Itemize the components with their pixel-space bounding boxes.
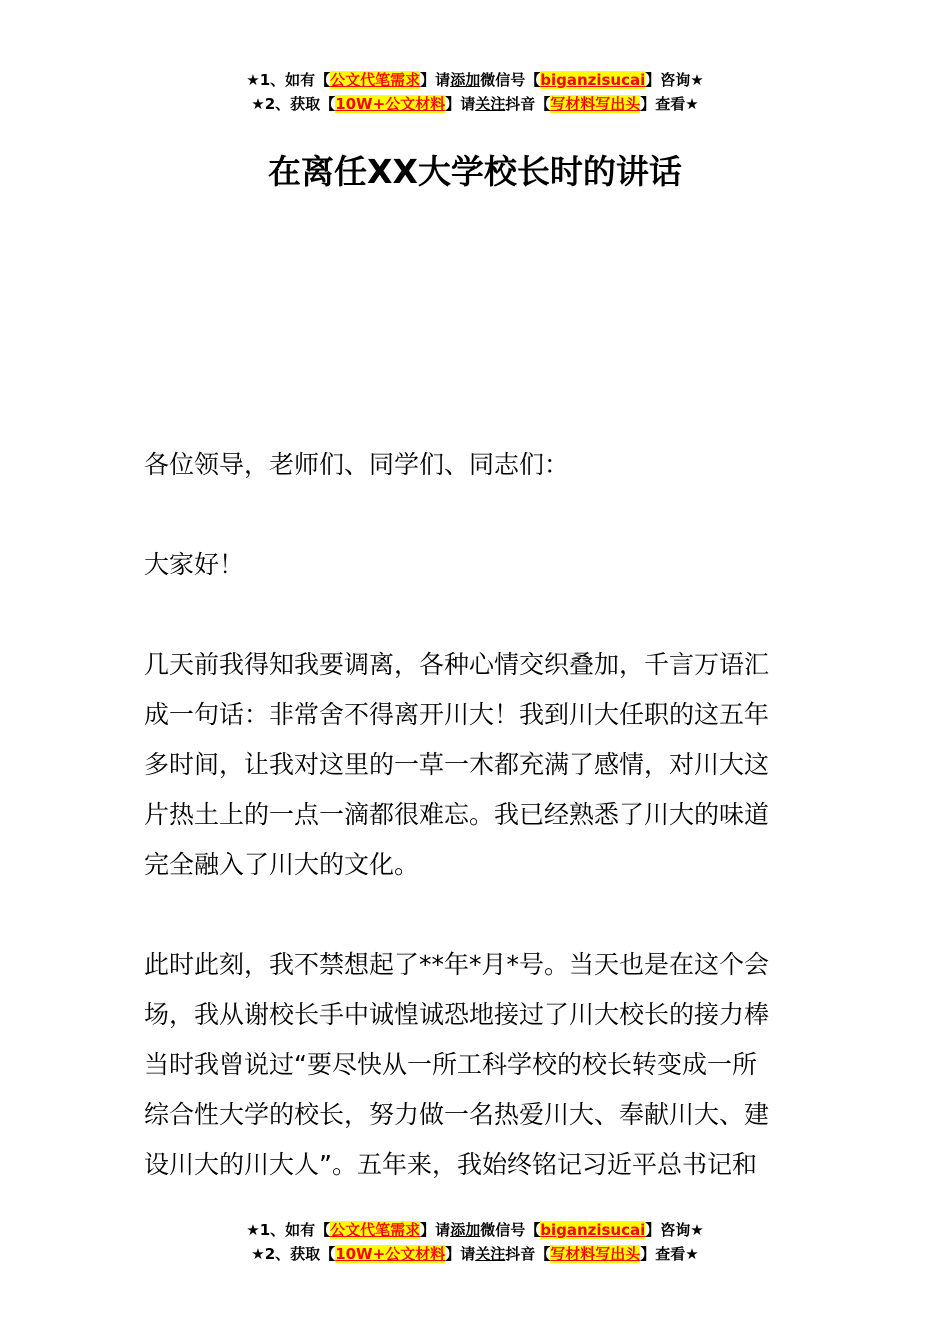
banner-text: ★2、获取【: [251, 1245, 336, 1263]
banner-text: 抖音【: [505, 95, 551, 113]
paragraph-1: [144, 640, 810, 890]
banner-line-1: [0, 1218, 950, 1242]
banner-underlined: 关注: [475, 1245, 506, 1263]
salutation: 各位领导，老师们、同学们、同志们：: [144, 450, 570, 479]
banner-text: ★1、如有【: [246, 71, 331, 89]
text-line: 完全融入了川大的文化。: [144, 850, 420, 879]
banner-text: 】请: [420, 71, 451, 89]
highlight-materials: 10W+公文材料: [335, 95, 446, 113]
highlight-wechat-id: biganzisucai: [540, 71, 646, 89]
banner-text: ★2、获取【: [251, 95, 336, 113]
highlight-service: 公文代笔需求: [330, 1221, 421, 1239]
banner-text: 】咨询★: [645, 1221, 704, 1239]
banner-text: 】请: [445, 95, 476, 113]
text-line: 成一句话：非常舍不得离开川大！我到川大任职的这五年: [144, 700, 770, 729]
highlight-douyin-id: 写材料写出头: [550, 1245, 641, 1263]
banner-text: 抖音【: [505, 1245, 551, 1263]
banner-line-2: [0, 92, 950, 116]
text-line: 场，我从谢校长手中诚惶诚恐地接过了川大校长的接力棒: [144, 1000, 770, 1029]
text-line: 当时我曾说过“要尽快从一所工科学校的校长转变成一所: [144, 1050, 757, 1079]
document-title: 在离任XX大学校长时的讲话: [268, 152, 682, 191]
banner-text: 】查看★: [640, 1245, 699, 1263]
text-line: 此时此刻，我不禁想起了**年*月*号。当天也是在这个会: [144, 950, 770, 979]
banner-text: 】咨询★: [645, 71, 704, 89]
document-body: [144, 440, 810, 1240]
greeting: 大家好！: [144, 550, 245, 579]
banner-line-2: [0, 1242, 950, 1266]
banner-text: 】查看★: [640, 95, 699, 113]
banner-text: 】请: [420, 1221, 451, 1239]
text-line: 片热土上的一点一滴都很难忘。我已经熟悉了川大的味道: [144, 800, 770, 829]
banner-text: 微信号【: [480, 71, 541, 89]
highlight-materials: 10W+公文材料: [335, 1245, 446, 1263]
banner-text: ★1、如有【: [246, 1221, 331, 1239]
text-line: 综合性大学的校长，努力做一名热爱川大、奉献川大、建: [144, 1100, 770, 1129]
highlight-wechat-id: biganzisucai: [540, 1221, 646, 1239]
highlight-service: 公文代笔需求: [330, 71, 421, 89]
header-banner: [0, 68, 950, 116]
banner-underlined: 关注: [475, 95, 506, 113]
banner-underlined: 添加: [450, 71, 481, 89]
banner-line-1: [0, 68, 950, 92]
text-line: 多时间，让我对这里的一草一木都充满了感情，对川大这: [144, 750, 770, 779]
highlight-douyin-id: 写材料写出头: [550, 95, 641, 113]
text-line: 几天前我得知我要调离，各种心情交织叠加，千言万语汇: [144, 650, 770, 679]
banner-text: 微信号【: [480, 1221, 541, 1239]
banner-underlined: 添加: [450, 1221, 481, 1239]
footer-banner: [0, 1218, 950, 1266]
paragraph-2: [144, 940, 810, 1190]
banner-text: 】请: [445, 1245, 476, 1263]
text-line: 设川大的川大人”。五年来，我始终铭记习近平总书记和: [144, 1150, 757, 1179]
